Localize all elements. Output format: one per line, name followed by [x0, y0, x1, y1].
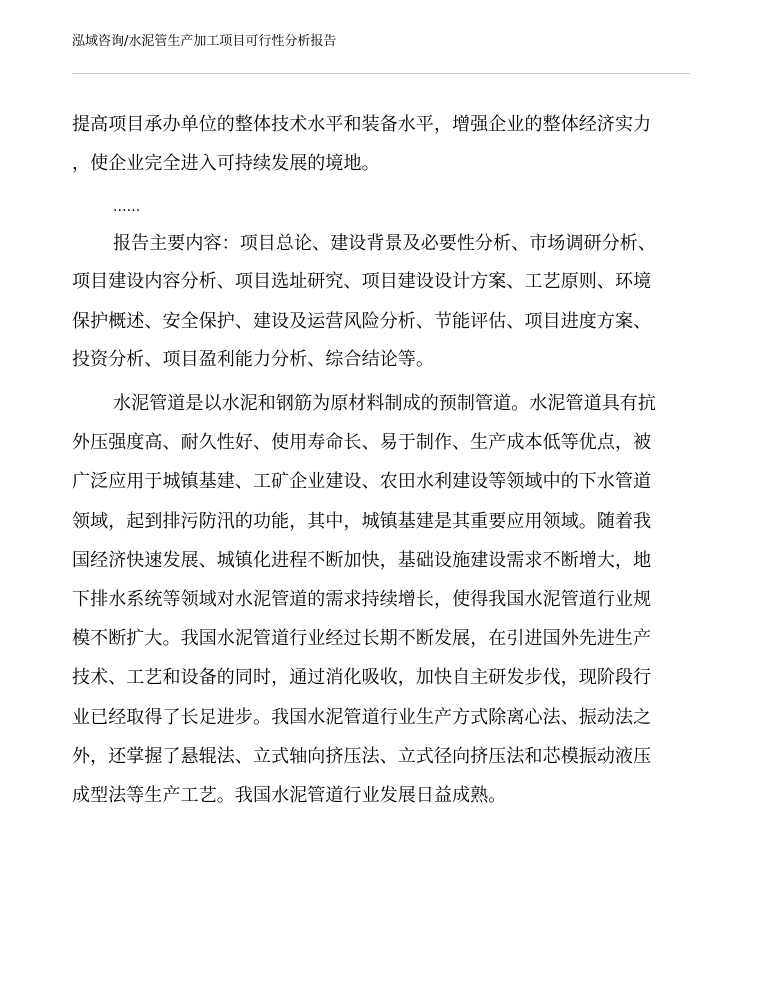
paragraph-line: ，使企业完全进入可持续发展的境地。 [72, 153, 380, 174]
paragraph-line: 项目建设内容分析、项目选址研究、项目建设设计方案、工艺原则、环境 [72, 271, 652, 292]
paragraph-line: 国经济快速发展、城镇化进程不断加快，基础设施建设需求不断增大，地 [72, 550, 652, 571]
paragraph-line: 技术、工艺和设备的同时，通过消化吸收，加快自主研发步伐，现阶段行 [72, 667, 652, 688]
paragraph-line: 外压强度高、耐久性好、使用寿命长、易于制作、生产成本低等优点，被 [72, 432, 652, 453]
paragraph-line: 保护概述、安全保护、建设及运营风险分析、节能评估、项目进度方案、 [72, 311, 652, 332]
paragraph-line: 提高项目承办单位的整体技术水平和装备水平，增强企业的整体经济实力 [72, 114, 652, 135]
ellipsis-text: ...... [113, 199, 141, 215]
paragraph-line: 模不断扩大。我国水泥管道行业经过长期不断发展，在引进国外先进生产 [72, 628, 652, 649]
paragraph-line: 投资分析、项目盈利能力分析、综合结论等。 [72, 349, 434, 370]
header-divider [72, 73, 690, 74]
paragraph-line: 业已经取得了长足进步。我国水泥管道行业生产方式除离心法、振动法之 [72, 707, 652, 728]
paragraph-line: 领域，起到排污防汛的功能，其中，城镇基建是其重要应用领域。随着我 [72, 511, 652, 532]
paragraph-line: 下排水系统等领域对水泥管道的需求持续增长，使得我国水泥管道行业规 [72, 589, 652, 610]
paragraph-line: 报告主要内容：项目总论、建设背景及必要性分析、市场调研分析、 [113, 233, 656, 254]
page-header: 泓域咨询/水泥管生产加工项目可行性分析报告 [72, 34, 337, 49]
paragraph-line: 水泥管道是以水泥和钢筋为原材料制成的预制管道。水泥管道具有抗 [113, 393, 656, 414]
paragraph-line: 广泛应用于城镇基建、工矿企业建设、农田水利建设等领域中的下水管道 [72, 471, 652, 492]
paragraph-line: 成型法等生产工艺。我国水泥管道行业发展日益成熟。 [72, 785, 507, 806]
paragraph-line: 外，还掌握了悬辊法、立式轴向挤压法、立式径向挤压法和芯模振动液压 [72, 746, 652, 767]
